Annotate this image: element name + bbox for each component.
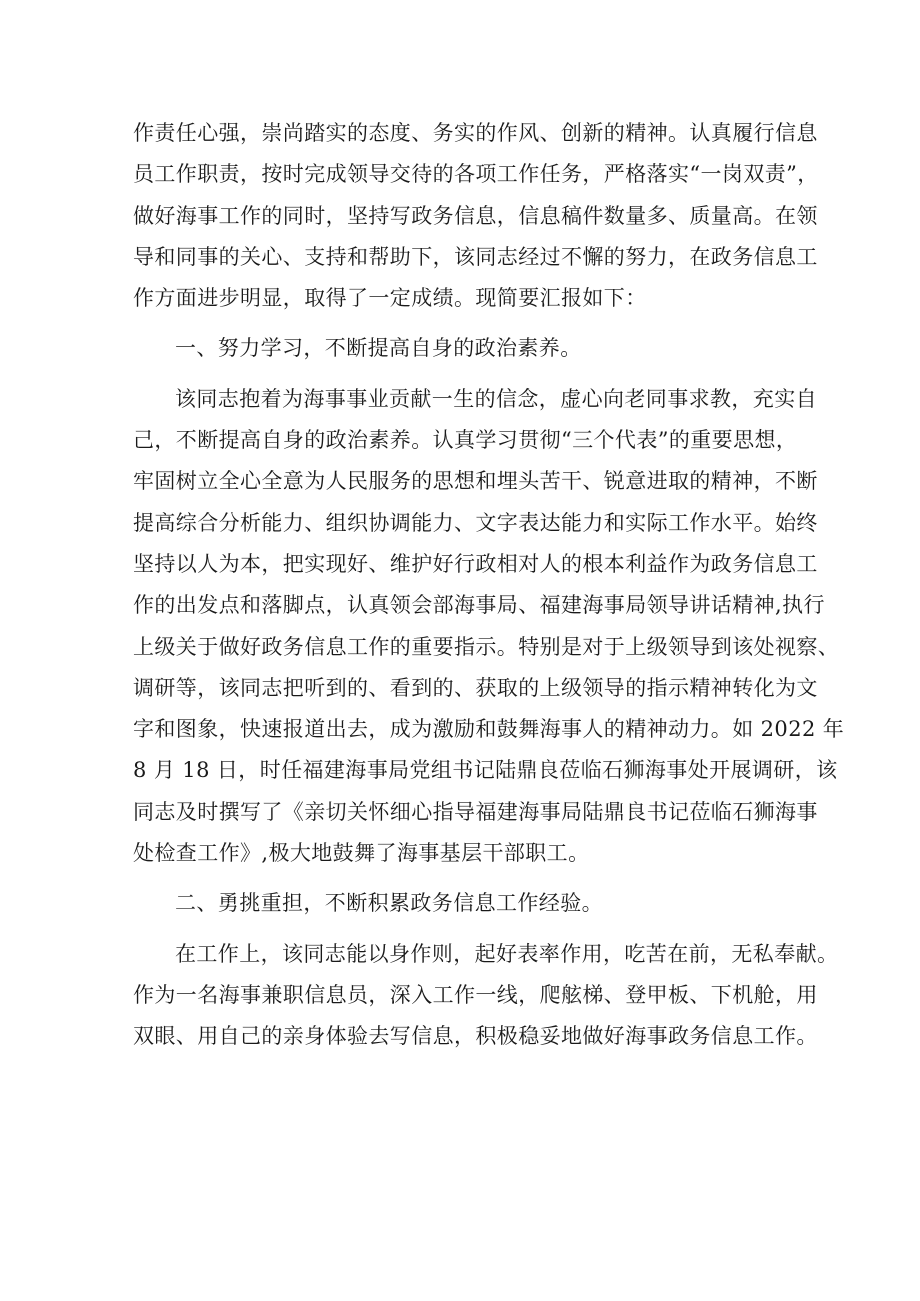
text-line: 导和同事的关心、支持和帮助下，该同志经过不懈的努力，在政务信息工 [133, 244, 818, 269]
text-line: 字和图象，快速报道出去，成为激励和鼓舞海事人的精神动力。如 2022 年 [133, 717, 845, 742]
text-line: 在工作上，该同志能以身作则，起好表率作用，吃苦在前，无私奉献。 [175, 941, 839, 966]
text-line: 双眼、用自己的亲身体验去写信息，积极稳妥地做好海事政务信息工作。 [133, 1024, 818, 1049]
text-line: 提高综合分析能力、组织协调能力、文字表达能力和实际工作水平。始终 [133, 510, 818, 535]
text-line: 坚持以人为本，把实现好、维护好行政相对人的根本利益作为政务信息工 [133, 551, 818, 576]
paragraph [133, 883, 793, 924]
text-line: 调研等，该同志把听到的、看到的、获取的上级领导的指示精神转化为文 [133, 675, 818, 700]
text-line: 8 月 18 日，时任福建海事局党组书记陆鼎良莅临石狮海事处开展调研，该 [133, 758, 838, 783]
paragraph [133, 934, 839, 1058]
text-line: 该同志抱着为海事事业贡献一生的信念，虚心向老同事求教，充实自 [175, 386, 817, 411]
text-line: 一、努力学习，不断提高自身的政治素养。 [175, 336, 582, 361]
paragraph [133, 328, 793, 369]
text-line: 处检查工作》,极大地鼓舞了海事基层干部职工。 [133, 841, 590, 866]
text-line: 上级关于做好政务信息工作的重要指示。特别是对于上级领导到该处视察、 [133, 634, 840, 659]
text-line: 己，不断提高自身的政治素养。认真学习贯彻“三个代表”的重要思想， [133, 428, 798, 453]
paragraph [133, 379, 845, 875]
text-line: 二、勇挑重担，不断积累政务信息工作经验。 [175, 891, 603, 916]
text-line: 牢固树立全心全意为人民服务的思想和埋头苦干、锐意进取的精神，不断 [133, 469, 818, 494]
paragraph [133, 113, 819, 319]
text-line: 作方面进步明显，取得了一定成绩。现简要汇报如下： [133, 286, 647, 311]
text-line: 作的出发点和落脚点，认真领会部海事局、福建海事局领导讲话精神,执行 [133, 593, 825, 618]
text-line: 作为一名海事兼职信息员，深入工作一线，爬舷梯、登甲板、下机舱，用 [133, 982, 818, 1007]
text-line: 作责任心强，崇尚踏实的态度、务实的作风、创新的精神。认真履行信息 [133, 121, 818, 145]
document-body [133, 113, 845, 1058]
text-line: 做好海事工作的同时，坚持写政务信息，信息稿件数量多、质量高。在领 [133, 203, 818, 228]
text-line: 员工作职责，按时完成领导交待的各项工作任务，严格落实“一岗双责”， [133, 162, 819, 187]
text-line: 同志及时撰写了《亲切关怀细心指导福建海事局陆鼎良书记莅临石狮海事 [133, 799, 818, 824]
